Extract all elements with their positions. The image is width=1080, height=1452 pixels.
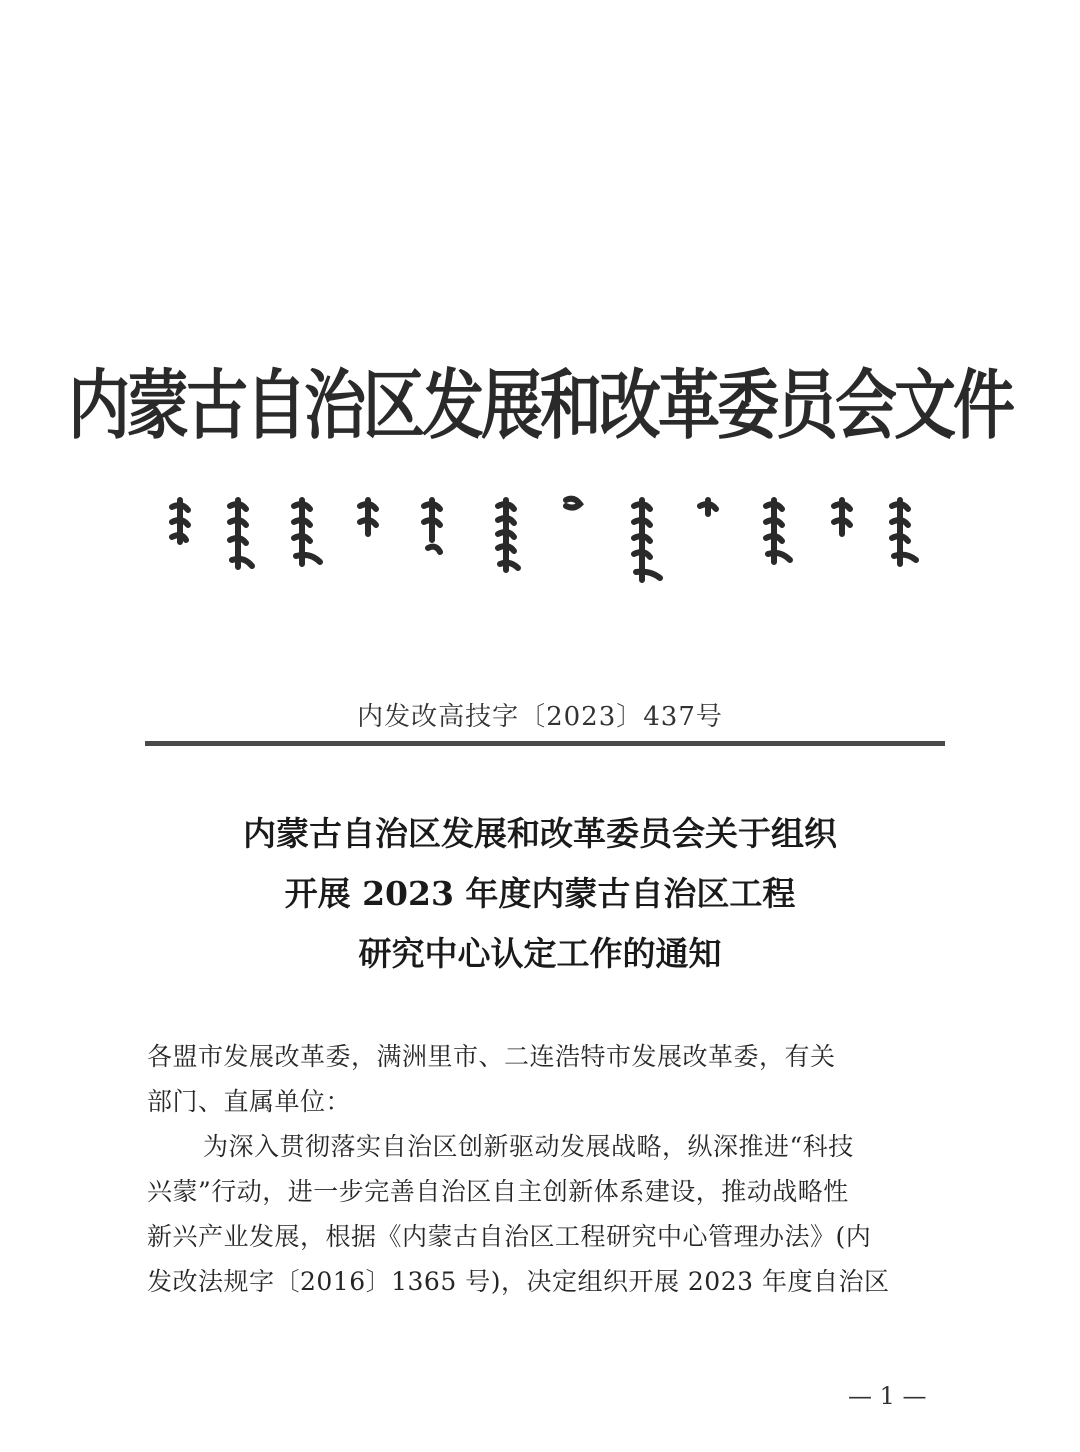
- title-line: 开展 2023 年度内蒙古自治区工程: [284, 874, 796, 913]
- header-divider: [145, 741, 945, 746]
- body-line-paragraph: 新兴产业发展，根据《内蒙古自治区工程研究中心管理办法》(内: [147, 1222, 872, 1251]
- body-line-recipients: 各盟市发展改革委，满洲里市、二连浩特市发展改革委，有关: [147, 1042, 836, 1071]
- agency-header-title: 内蒙古自治区发展和改革委员会文件: [67, 360, 1012, 450]
- body-line-recipients: 部门、直属单位：: [147, 1087, 352, 1116]
- body-line-paragraph: 为深入贯彻落实自治区创新驱动发展战略，纵深推进“科技: [203, 1132, 854, 1161]
- document-body: [147, 1034, 945, 1304]
- title-line: 内蒙古自治区发展和改革委员会关于组织: [243, 814, 837, 853]
- document-title: [0, 804, 1080, 984]
- mongolian-script-header: [160, 492, 920, 592]
- title-line: 研究中心认定工作的通知: [358, 934, 722, 973]
- body-line-paragraph: 兴蒙”行动，进一步完善自治区自主创新体系建设，推动战略性: [147, 1177, 849, 1206]
- body-line-paragraph: 发改法规字〔2016〕1365 号)，决定组织开展 2023 年度自治区: [147, 1267, 890, 1296]
- document-number: 内发改高技字〔2023〕437号: [357, 702, 723, 732]
- page-number: — 1 —: [848, 1382, 927, 1410]
